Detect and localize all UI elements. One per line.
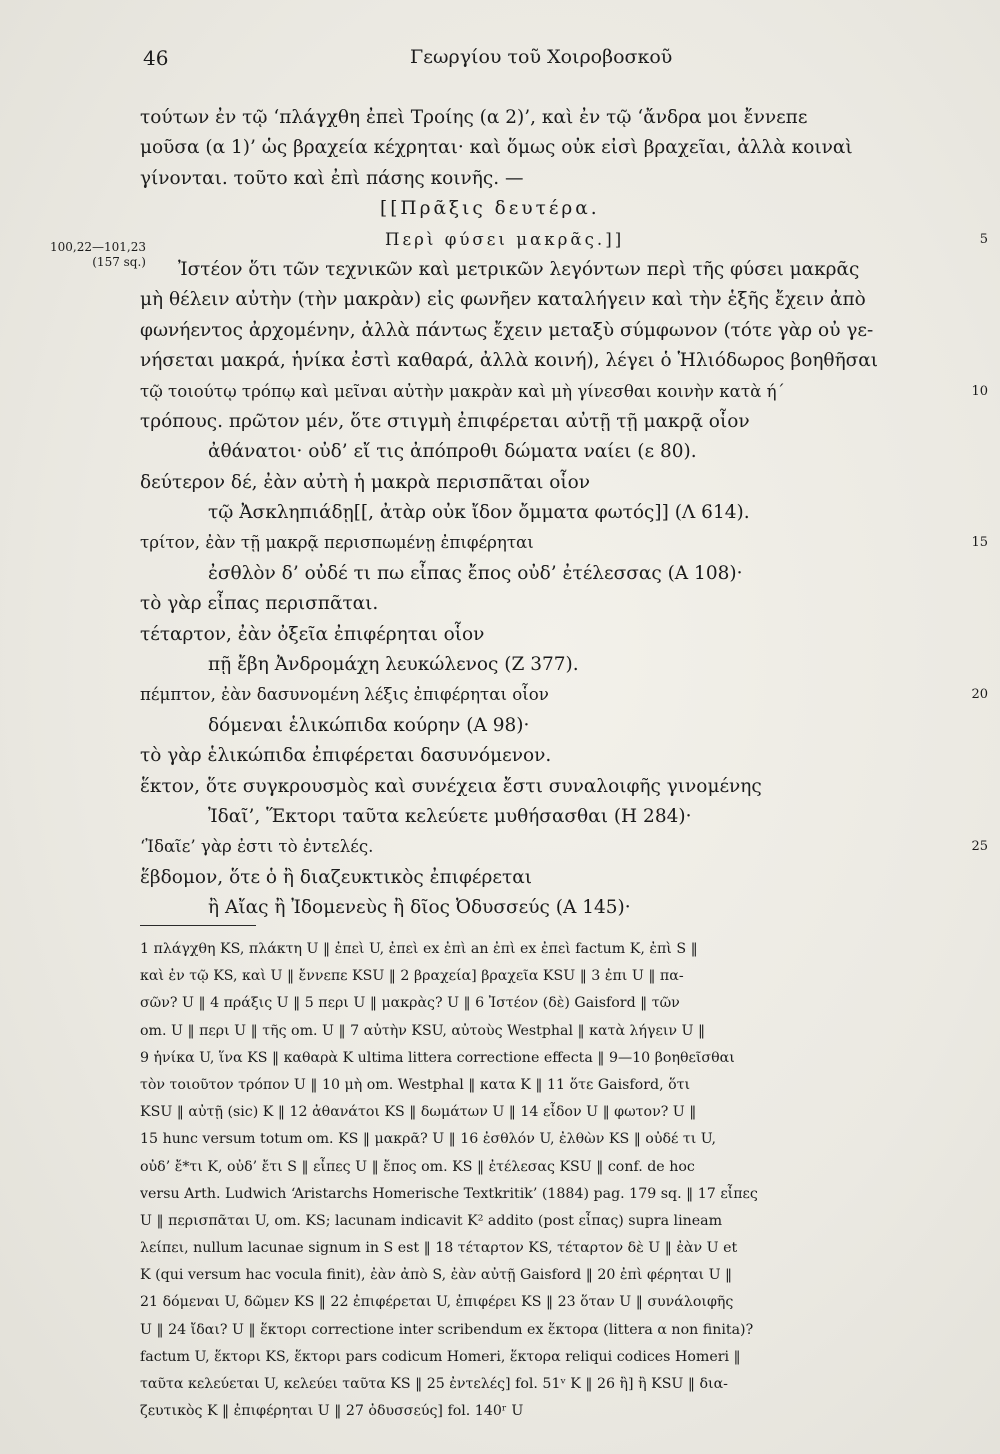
text-line-content: τρίτον, ἐὰν τῇ μακρᾷ περισπωμένῃ ἐπιφέρηται [140, 533, 534, 553]
running-title: Γεωργίου τοῦ Χοιροβοσκοῦ [410, 46, 673, 68]
apparatus-criticus [140, 936, 910, 1425]
text-line-content: τρόπους. πρῶτον μέν, ὅτε στιγμὴ ἐπιφέρεται αὐτῇ τῇ μακρᾷ οἷον [140, 410, 750, 432]
footnote-rule [140, 925, 256, 926]
margin-reference [18, 240, 146, 270]
text-line [140, 285, 910, 315]
text-line [140, 164, 910, 194]
text-line-content: πέμπτον, ἐὰν δασυνομένη λέξις ἐπιφέρηται οἷον [140, 685, 549, 705]
text-line-content: νήσεται μακρά, ἡνίκα ἐστὶ καθαρά, ἀλλὰ κοινή), λέγει ὁ Ἡλιόδωρος βοηθῆσαι [140, 350, 879, 372]
text-line-content: [[Πρᾶξις δευτέρα. [380, 198, 600, 220]
text-line [140, 680, 988, 710]
line-number: 15 [971, 535, 988, 551]
footnote-line: 15 hunc versum totum om. KS ‖ μακρᾶ? U ‖ 16 ἐσθλόν U, ἐλθὼν KS ‖ οὐδέ τι U, [140, 1131, 716, 1148]
footnote-line: om. U ‖ περι U ‖ τῆς om. U ‖ 7 αὐτὴν KSU, αὐτοὺς Westphal ‖ κατὰ λήγειν U ‖ [140, 1022, 706, 1039]
text-line-content: ἀθάνατοι· οὐδ’ εἴ τις ἀπόπροθι δώματα ναίει (ε 80). [208, 441, 697, 463]
text-line [140, 589, 910, 619]
footnote-line: ζευτικὸς K ‖ ἐπιφέρηται U ‖ 27 ὀδυσσεύς] fol. 140ʳ U [140, 1403, 524, 1420]
footnote-line: versu Arth. Ludwich ‘Aristarchs Homerische Textkritik’ (1884) pag. 179 sq. ‖ 17 εἶπες [140, 1185, 758, 1202]
text-line-content: ‘Ἰδαῖε’ γὰρ ἐστι τὸ ἐντελές. [140, 837, 374, 857]
footnote-line: 1 πλάγχθη KS, πλάκτη U ‖ ἐπεὶ U, ἐπεὶ ex ἐπὶ an ἐπὶ ex ἐπεὶ factum K, ἐπὶ S ‖ [140, 941, 698, 957]
text-line-content: ἐσθλὸν δ’ οὐδέ τι πω εἶπας ἔπος οὐδ’ ἐτέλεσσας (Α 108)· [208, 562, 743, 584]
footnote-line: καὶ ἐν τῷ KS, καὶ U ‖ ἔννεπε KSU ‖ 2 βραχεία] βραχεῖα KSU ‖ 3 ἐπι U ‖ πα- [140, 968, 684, 985]
text-line-content: τέταρτον, ἐὰν ὀξεῖα ἐπιφέρηται οἷον [140, 623, 485, 645]
text-line-content: δόμεναι ἑλικώπιδα κούρην (Α 98)· [208, 714, 530, 736]
text-line-content: ἕκτον, ὅτε συγκρουσμὸς καὶ συνέχεια ἔστι συναλοιφῆς γινομένης [140, 775, 762, 797]
text-line-content: φωνήεντος ἀρχομένην, ἀλλὰ πάντως ἔχειν μεταξὺ σύμφωνον (τότε γὰρ οὐ γε- [140, 319, 874, 341]
text-line [140, 194, 910, 224]
text-line [140, 832, 988, 862]
text-line [140, 498, 910, 528]
text-line [140, 620, 910, 650]
main-text [140, 103, 988, 924]
text-line-content: τῷ Ἀσκληπιάδῃ[[, ἀτὰρ οὐκ ἴδον ὄμματα φωτός]] (Λ 614). [208, 502, 750, 524]
text-line [140, 741, 910, 771]
text-line [140, 893, 910, 923]
text-line-content: πῇ ἔβη Ἀνδρομάχη λευκώλενος (Ζ 377). [208, 654, 579, 676]
footnote-line: U ‖ περισπᾶται U, om. KS; lacunam indicavit K² addito (post εἶπας) supra lineam [140, 1212, 723, 1229]
text-line [140, 528, 988, 558]
text-line-content: ἕβδομον, ὅτε ὁ ἢ διαζευκτικὸς ἐπιφέρεται [140, 866, 532, 888]
text-line [140, 559, 910, 589]
text-line [140, 772, 910, 802]
text-line-content: τῷ τοιούτῳ τρόπῳ καὶ μεῖναι αὐτὴν μακρὰν καὶ μὴ γίνεσθαι κοινὴν κατὰ ή΄ [140, 381, 785, 401]
footnote-line: σῶν? U ‖ 4 πράξις U ‖ 5 περι U ‖ μακρὰς? U ‖ 6 Ἰστέον (δὲ) Gaisford ‖ τῶν [140, 995, 680, 1012]
text-line-content: μοῦσα (α 1)’ ὡς βραχεία κέχρηται· καὶ ὅμως οὐκ εἰσὶ βραχεῖαι, ἀλλὰ κοιναὶ [140, 137, 853, 159]
text-line [140, 255, 910, 285]
margin-reference-range: 100,22—101,23 [50, 240, 146, 254]
footnote-line: οὐδ’ ἔ*τι K, οὐδ’ ἔτι S ‖ εἶπες U ‖ ἔπος om. KS ‖ ἐτέλεσας KSU ‖ conf. de hoc [140, 1158, 695, 1175]
text-line-content: δεύτερον δέ, ἐὰν αὐτὴ ἡ μακρὰ περισπᾶται οἷον [140, 471, 590, 493]
footnote-line: 21 δόμεναι U, δῶμεν KS ‖ 22 ἐπιφέρεται U, ἐπιφέρει KS ‖ 23 ὅταν U ‖ συνάλοιφῆς [140, 1294, 734, 1311]
text-line-content: Ἰστέον ὅτι τῶν τεχνικῶν καὶ μετρικῶν λεγόντων περὶ τῆς φύσει μακρᾶς [178, 258, 860, 280]
line-number: 5 [979, 231, 988, 247]
text-line [140, 133, 910, 163]
text-line [140, 468, 910, 498]
footnote-line: τὸν τοιοῦτον τρόπον U ‖ 10 μὴ om. Westphal ‖ κατα K ‖ 11 ὅτε Gaisford, ὅτι [140, 1076, 691, 1093]
text-line [140, 650, 910, 680]
text-line-content: τὸ γὰρ ἑλικώπιδα ἐπιφέρεται δασυνόμενον. [140, 745, 552, 767]
text-line-content: μὴ θέλειν αὐτὴν (τὴν μακρὰν) εἰς φωνῆεν καταλήγειν καὶ τὴν ἑξῆς ἔχειν ἀπὸ [140, 289, 866, 311]
text-line-content: Ἰδαῖ’, Ἕκτορι ταῦτα κελεύετε μυθήσασθαι (Η 284)· [208, 805, 692, 827]
page-number: 46 [143, 46, 169, 70]
text-line-content: ἢ Αἴας ἢ Ἰδομενεὺς ἢ δῖος Ὀδυσσεύς (Α 145)· [208, 897, 631, 919]
footnote-line: ταῦτα κελεύεται U, κελεύει ταῦτα KS ‖ 25 ἐντελές] fol. 51ᵛ K ‖ 26 ἢ] ἢ KSU ‖ δια- [140, 1376, 728, 1392]
text-line-content: γίνονται. τοῦτο καὶ ἐπὶ πάσης κοινῆς. — [140, 167, 524, 189]
footnote-line: λείπει, nullum lacunae signum in S est ‖ 18 τέταρτον KS, τέταρτον δὲ U ‖ ἐὰν U et [140, 1240, 738, 1257]
page-header [0, 46, 1000, 76]
text-line-content: τὸ γὰρ εἶπας περισπᾶται. [140, 593, 379, 615]
footnote-line: KSU ‖ αὐτῇ (sic) K ‖ 12 ἀθανάτοι KS ‖ δωμάτων U ‖ 14 εἶδον U ‖ φωτον? U ‖ [140, 1104, 697, 1121]
text-line [140, 346, 910, 376]
line-number: 25 [971, 839, 988, 855]
text-line-content: Περὶ φύσει μακρᾶς.]] [385, 229, 625, 249]
text-line [140, 711, 910, 741]
line-number: 20 [971, 687, 988, 703]
footnote-line: 9 ἡνίκα U, ἵνα KS ‖ καθαρὰ K ultima littera correctione effecta ‖ 9—10 βοηθεῖσθαι [140, 1049, 735, 1066]
text-line [140, 316, 910, 346]
margin-reference-sub: (157 sq.) [92, 255, 146, 269]
text-line [140, 377, 988, 407]
text-line [140, 863, 910, 893]
text-line [140, 225, 988, 255]
text-line [140, 407, 910, 437]
footnote-line: K (qui versum hac vocula finit), ἐὰν ἀπὸ S, ἐὰν αὐτῇ Gaisford ‖ 20 ἐπὶ φέρηται U ‖ [140, 1267, 733, 1284]
text-line-content: τούτων ἐν τῷ ‘πλάγχθη ἐπεὶ Τροίης (α 2)’, καὶ ἐν τῷ ‘ἄνδρα μοι ἔννεπε [140, 107, 808, 128]
text-line [140, 802, 910, 832]
footnote-line: U ‖ 24 ἴδαι? U ‖ ἕκτορι correctione inter scribendum ex ἕκτορα (littera α non finita)? [140, 1321, 754, 1338]
text-line [140, 103, 910, 133]
text-line [140, 437, 910, 467]
footnote-line: factum U, ἕκτορι KS, ἕκτορι pars codicum Homeri, ἕκτορα reliqui codices Homeri ‖ [140, 1348, 741, 1365]
line-number: 10 [971, 383, 988, 399]
